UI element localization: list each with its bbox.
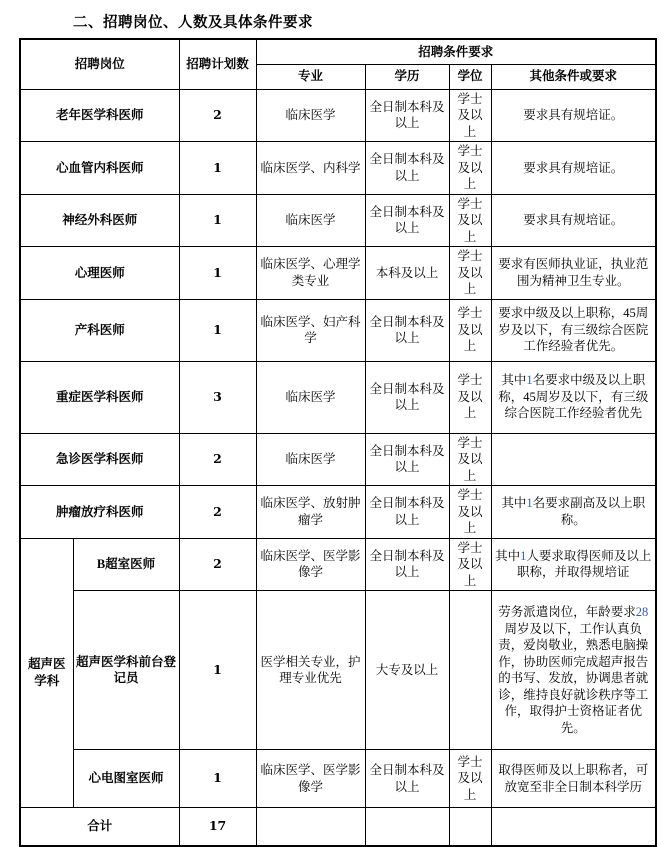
other-cell: 其中1人要求取得医师及以上职称，并取得规培证: [491, 538, 656, 591]
position-cell: 老年医学科医师: [20, 89, 179, 142]
other-cell: 其中1名要求中级及以上职称，45周岁及以下，有三级综合医院工作经验者优先: [491, 361, 656, 433]
table-row: [20, 433, 656, 486]
degree-cell: 学士及以上: [449, 433, 491, 486]
degree-cell: 学士及以上: [449, 89, 491, 142]
count-cell: 1: [179, 750, 256, 808]
count-cell: 1: [179, 591, 256, 750]
other-cell: [491, 433, 656, 486]
header-education: 学历: [365, 64, 449, 89]
position-cell: 超声医学科前台登记员: [73, 591, 179, 750]
header-position: 招聘岗位: [20, 39, 179, 89]
major-cell: 临床医学: [256, 361, 365, 433]
count-cell: 2: [179, 486, 256, 539]
degree-cell: 学士及以上: [449, 361, 491, 433]
table-row: [20, 591, 656, 750]
education-cell: 全日制本科及以上: [365, 142, 449, 195]
other-cell: 要求具有规培证。: [491, 89, 656, 142]
education-cell: 全日制本科及以上: [365, 750, 449, 808]
major-cell: 临床医学、医学影像学: [256, 538, 365, 591]
position-cell: B超室医师: [73, 538, 179, 591]
degree-cell: 学士及以上: [449, 486, 491, 539]
degree-cell: [449, 591, 491, 750]
header-major: 专业: [256, 64, 365, 89]
major-cell: 临床医学: [256, 433, 365, 486]
count-cell: 2: [179, 538, 256, 591]
count-cell: 2: [179, 433, 256, 486]
education-cell: 本科及以上: [365, 247, 449, 300]
education-cell: 全日制本科及以上: [365, 486, 449, 539]
education-cell: 全日制本科及以上: [365, 299, 449, 361]
education-cell: 大专及以上: [365, 591, 449, 750]
empty-cell: [491, 808, 656, 846]
count-cell: 1: [179, 247, 256, 300]
major-cell: 临床医学、妇产科学: [256, 299, 365, 361]
table-row: [20, 538, 656, 591]
table-row: [20, 247, 656, 300]
education-cell: 全日制本科及以上: [365, 433, 449, 486]
other-cell: 取得医师及以上职称者，可放宽至非全日制本科学历: [491, 750, 656, 808]
total-count-cell: 17: [179, 808, 256, 846]
count-cell: 2: [179, 89, 256, 142]
position-cell: 心血管内科医师: [20, 142, 179, 195]
degree-cell: 学士及以上: [449, 299, 491, 361]
other-cell: 其中1名要求副高及以上职称。: [491, 486, 656, 539]
recruitment-table: [19, 38, 657, 847]
major-cell: 临床医学: [256, 89, 365, 142]
major-cell: 医学相关专业，护理专业优先: [256, 591, 365, 750]
empty-cell: [449, 808, 491, 846]
count-cell: 1: [179, 194, 256, 247]
education-cell: 全日制本科及以上: [365, 538, 449, 591]
position-cell: 神经外科医师: [20, 194, 179, 247]
header-other: 其他条件或要求: [491, 64, 656, 89]
table-row: [20, 194, 656, 247]
total-label-cell: 合计: [20, 808, 179, 846]
group-cell-ultrasound: 超声医学科: [20, 538, 73, 808]
degree-cell: 学士及以上: [449, 142, 491, 195]
degree-cell: 学士及以上: [449, 538, 491, 591]
table-row: [20, 142, 656, 195]
table-row: [20, 299, 656, 361]
table-row: [20, 486, 656, 539]
table-row: [20, 361, 656, 433]
major-cell: 临床医学、放射肿瘤学: [256, 486, 365, 539]
major-cell: 临床医学: [256, 194, 365, 247]
degree-cell: 学士及以上: [449, 750, 491, 808]
page-title: 二、招聘岗位、人数及具体条件要求: [73, 15, 313, 31]
empty-cell: [256, 808, 365, 846]
other-cell: 要求中级及以上职称，45周岁及以下，有三级综合医院工作经验者优先。: [491, 299, 656, 361]
education-cell: 全日制本科及以上: [365, 194, 449, 247]
header-plan-count: 招聘计划数: [179, 39, 256, 89]
header-degree: 学位: [449, 64, 491, 89]
position-cell: 急诊医学科医师: [20, 433, 179, 486]
major-cell: 临床医学、内科学: [256, 142, 365, 195]
header-row-1: [20, 39, 656, 64]
degree-cell: 学士及以上: [449, 247, 491, 300]
position-cell: 重症医学科医师: [20, 361, 179, 433]
major-cell: 临床医学、心理学类专业: [256, 247, 365, 300]
count-cell: 3: [179, 361, 256, 433]
education-cell: 全日制本科及以上: [365, 361, 449, 433]
count-cell: 1: [179, 299, 256, 361]
header-conditions-group: 招聘条件要求: [256, 39, 656, 64]
other-cell: 要求具有规培证。: [491, 194, 656, 247]
table-row: [20, 89, 656, 142]
major-cell: 临床医学、医学影像学: [256, 750, 365, 808]
empty-cell: [365, 808, 449, 846]
position-cell: 肿瘤放疗科医师: [20, 486, 179, 539]
table-row: [20, 750, 656, 808]
position-cell: 产科医师: [20, 299, 179, 361]
education-cell: 全日制本科及以上: [365, 89, 449, 142]
position-cell: 心电图室医师: [73, 750, 179, 808]
other-cell: 要求有医师执业证，执业范围为精神卫生专业。: [491, 247, 656, 300]
degree-cell: 学士及以上: [449, 194, 491, 247]
count-cell: 1: [179, 142, 256, 195]
position-cell: 心理医师: [20, 247, 179, 300]
other-cell: 要求具有规培证。: [491, 142, 656, 195]
total-row: [20, 808, 656, 846]
other-cell: 劳务派遣岗位，年龄要求28周岁及以下，工作认真负责，爱岗敬业，熟悉电脑操作，协助医师完成超声报告的书写、发放，协调患者就诊，维持良好就诊秩序等工作，取得护士资格证者优先。: [491, 591, 656, 750]
